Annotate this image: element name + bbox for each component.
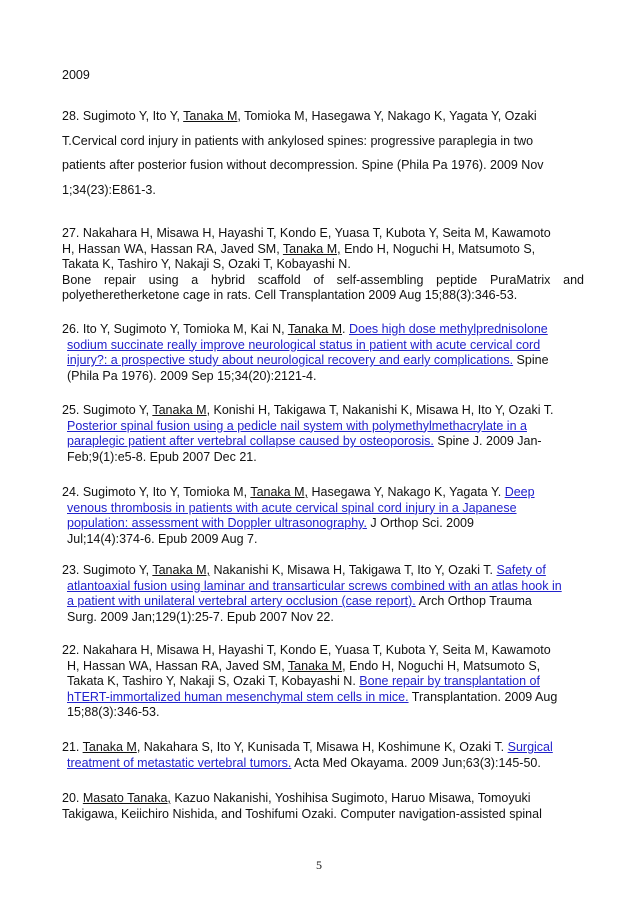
- author-highlight: Tanaka M: [287, 658, 343, 673]
- ref26-title-link[interactable]: injury?: a prospective study about neurological recovery and early complications.: [67, 353, 514, 367]
- ref27-line-1: 27. Nakahara H, Misawa H, Hayashi T, Kondo E, Yuasa T, Kubota Y, Seita M, Kawamoto: [62, 226, 551, 240]
- reference-28: [62, 104, 584, 202]
- page-number: 5: [316, 858, 322, 872]
- ref25-line-4: Feb;9(1):e5-8. Epub 2007 Dec 21.: [67, 449, 257, 464]
- ref23-line-4: Surg. 2009 Jan;129(1):25-7. Epub 2007 Nov 22.: [67, 609, 334, 624]
- reference-26: [62, 322, 584, 384]
- author-highlight: Tanaka M,: [152, 563, 211, 577]
- ref23-title-link[interactable]: atlantoaxial fusion using laminar and transarticular screws combined with an atlas hook in: [67, 578, 562, 593]
- ref28-line-3: patients after posterior fusion without decompression. Spine (Phila Pa 1976). 2009 Nov: [62, 158, 544, 172]
- ref25-line-1: 25. Sugimoto Y, Tanaka M, Konishi H, Takigawa T, Nakanishi K, Misawa H, Ito Y, Ozaki T.: [62, 403, 554, 417]
- ref27-line-4: Bone repair using a hybrid scaffold of self-assembling peptide PuraMatrix and: [62, 272, 584, 287]
- ref22-line-3: Takata K, Tashiro Y, Nakaji S, Ozaki T, Kobayashi N. Bone repair by transplantation of: [67, 674, 540, 688]
- ref25-title-link[interactable]: paraplegic patient after vertebral collapse caused by osteoporosis.: [67, 434, 434, 448]
- ref24-line-2: [62, 501, 584, 517]
- year-line: 2009: [62, 68, 90, 82]
- ref21-title-link[interactable]: treatment of metastatic vertebral tumors.: [67, 755, 292, 770]
- reference-25: [62, 403, 584, 465]
- ref28-line-4: 1;34(23):E861-3.: [62, 182, 156, 197]
- ref23-title-link[interactable]: Safety of: [496, 563, 546, 577]
- ref22-line-5: 15;88(3):346-53.: [67, 705, 160, 719]
- reference-22: [62, 643, 584, 721]
- ref23-line-3: a patient with unilateral vertebral artery occlusion (case report). Arch Orthop Trauma: [67, 594, 532, 608]
- ref23-line-1: 23. Sugimoto Y, Tanaka M, Nakanishi K, Misawa H, Takigawa T, Ito Y, Ozaki T. Safety of: [62, 563, 546, 577]
- ref27-line-5: polyetheretherketone cage in rats. Cell Transplantation 2009 Aug 15;88(3):346-53.: [62, 288, 518, 302]
- ref22-title-link[interactable]: hTERT-immortalized human mesenchymal stem cells in mice.: [67, 689, 409, 704]
- ref26-line-4: (Phila Pa 1976). 2009 Sep 15;34(20):2121-4.: [67, 368, 317, 383]
- reference-23: [62, 563, 584, 625]
- author-highlight: Tanaka M,: [250, 485, 308, 499]
- author-highlight: Tanaka M: [152, 403, 207, 417]
- reference-24: [62, 485, 584, 547]
- ref22-line-2: H, Hassan WA, Hassan RA, Javed SM, Tanaka M, Endo H, Noguchi H, Matsumoto S,: [67, 658, 541, 673]
- ref21-line-2: treatment of metastatic vertebral tumors. Acta Med Okayama. 2009 Jun;63(3):145-50.: [67, 755, 541, 770]
- ref21-line-1: 21. Tanaka M, Nakahara S, Ito Y, Kunisada T, Misawa H, Koshimune K, Ozaki T. Surgical: [62, 740, 553, 754]
- ref24-line-1: 24. Sugimoto Y, Ito Y, Tomioka M, Tanaka M, Hasegawa Y, Nakago K, Yagata Y. Deep: [62, 485, 535, 499]
- ref26-line-1: 26. Ito Y, Sugimoto Y, Tomioka M, Kai N, Tanaka M. Does high dose methylprednisolone: [62, 322, 548, 336]
- reference-27: [62, 226, 584, 304]
- author-highlight: Tanaka M: [82, 740, 137, 754]
- ref25-title-link[interactable]: Posterior spinal fusion using a pedicle nail system with polymethylmethacrylate in a: [67, 418, 527, 433]
- ref27-line-2: H, Hassan WA, Hassan RA, Javed SM, Tanaka M, Endo H, Noguchi H, Matsumoto S,: [62, 241, 536, 256]
- ref22-line-4: hTERT-immortalized human mesenchymal stem cells in mice. Transplantation. 2009 Aug: [67, 689, 558, 704]
- ref26-line-3: injury?: a prospective study about neurological recovery and early complications. Spine: [67, 353, 549, 367]
- author-highlight: Tanaka M: [183, 109, 238, 123]
- ref23-line-2: [62, 579, 584, 595]
- ref21-title-link[interactable]: Surgical: [507, 740, 553, 754]
- ref28-line-1: 28. Sugimoto Y, Ito Y, Tanaka M, Tomioka M, Hasegawa Y, Nakago K, Yagata Y, Ozaki: [62, 109, 537, 123]
- reference-20: [62, 791, 584, 822]
- ref25-line-2: [62, 419, 584, 435]
- ref20-line-1: 20. Masato Tanaka, Kazuo Nakanishi, Yoshihisa Sugimoto, Haruo Misawa, Tomoyuki: [62, 791, 531, 805]
- author-highlight: Masato Tanaka,: [82, 791, 171, 805]
- ref24-title-link[interactable]: venous thrombosis in patients with acute cervical spinal cord injury in a Japanese: [67, 500, 517, 515]
- ref28-line-2: T.Cervical cord injury in patients with ankylosed spines: progressive paraplegia in two: [62, 133, 534, 148]
- ref20-line-2: Takigawa, Keiichiro Nishida, and Toshifumi Ozaki. Computer navigation-assisted spinal: [62, 806, 542, 821]
- ref24-line-3: population: assessment with Doppler ultrasonography. J Orthop Sci. 2009: [67, 516, 474, 530]
- ref24-title-link[interactable]: population: assessment with Doppler ultrasonography.: [67, 516, 367, 530]
- ref24-line-4: Jul;14(4):374-6. Epub 2009 Aug 7.: [67, 531, 258, 546]
- reference-21: [62, 740, 584, 771]
- ref22-line-1: 22. Nakahara H, Misawa H, Hayashi T, Kondo E, Yuasa T, Kubota Y, Seita M, Kawamoto: [62, 643, 551, 657]
- ref24-title-link[interactable]: Deep: [504, 485, 535, 499]
- ref27-line-3: Takata K, Tashiro Y, Nakaji S, Ozaki T, Kobayashi N.: [62, 257, 351, 271]
- author-highlight: Tanaka M: [287, 322, 343, 336]
- ref26-title-link[interactable]: Does high dose methylprednisolone: [349, 322, 548, 336]
- ref25-line-3: paraplegic patient after vertebral collapse caused by osteoporosis. Spine J. 2009 Jan-: [67, 434, 542, 448]
- ref26-title-link[interactable]: sodium succinate really improve neurological status in patient with acute cervical cord: [67, 337, 541, 352]
- ref23-title-link[interactable]: a patient with unilateral vertebral artery occlusion (case report).: [67, 594, 416, 608]
- ref22-title-link[interactable]: Bone repair by transplantation of: [359, 674, 540, 688]
- ref26-line-2: [62, 338, 584, 354]
- author-highlight: Tanaka M,: [282, 241, 341, 256]
